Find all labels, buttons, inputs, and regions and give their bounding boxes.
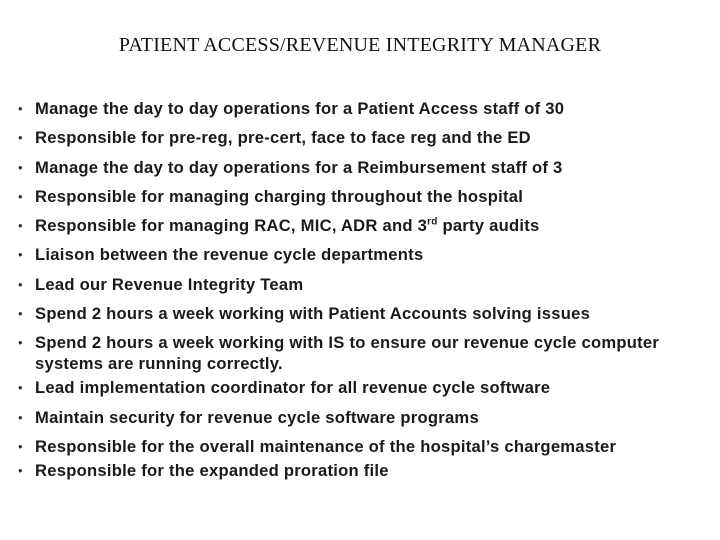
list-item: [18, 332, 708, 374]
list-item-text: Responsible for pre-reg, pre-cert, face to face reg and the ED: [35, 128, 531, 148]
list-item-text: Liaison between the revenue cycle departments: [35, 245, 424, 265]
list-item-text: Spend 2 hours a week working with Patient Accounts solving issues: [35, 304, 591, 324]
list-item-text: Maintain security for revenue cycle software programs: [35, 407, 479, 427]
list-item: [18, 215, 708, 236]
list-item-text: Lead implementation coordinator for all revenue cycle software: [35, 378, 551, 398]
list-item-text: Responsible for the expanded proration file: [35, 460, 389, 480]
list-item-text: Manage the day to day operations for a Reimbursement staff of 3: [35, 157, 563, 177]
bullet-list: [18, 98, 708, 489]
list-item-text: Lead our Revenue Integrity Team: [35, 274, 304, 294]
bullet-icon: •: [18, 409, 23, 425]
list-item-text: [35, 216, 540, 235]
list-item: [18, 274, 708, 295]
slide-title: PATIENT ACCESS/REVENUE INTEGRITY MANAGER: [118, 34, 602, 56]
bullet-icon: •: [18, 462, 23, 478]
bullet-icon: •: [18, 101, 23, 116]
bullet-icon: •: [18, 276, 23, 292]
list-item: [18, 460, 708, 481]
list-item: [18, 186, 708, 207]
bullet-icon: •: [18, 188, 23, 204]
bullet-icon: •: [18, 380, 23, 396]
bullet-icon: •: [18, 438, 23, 454]
list-item: [18, 98, 708, 119]
list-item: [18, 407, 708, 428]
list-item-text: Spend 2 hours a week working with IS to ensure our revenue cycle computer systems are running correctly.: [35, 333, 660, 374]
bullet-icon: •: [18, 306, 23, 322]
list-item: [18, 157, 708, 178]
ordinal-suffix: rd: [427, 216, 438, 228]
list-item-text: Responsible for the overall maintenance of the hospital’s chargemaster: [35, 436, 617, 456]
bullet-icon: •: [18, 218, 23, 234]
list-item: [18, 244, 708, 265]
bullet-icon: •: [18, 130, 23, 146]
audit-text-before: Responsible for managing RAC, MIC, ADR and 3: [35, 216, 428, 236]
list-item-text: Manage the day to day operations for a Patient Access staff of 30: [35, 99, 565, 118]
bullet-icon: •: [18, 159, 23, 175]
bullet-icon: •: [18, 335, 23, 351]
list-item-text: Responsible for managing charging throughout the hospital: [35, 186, 524, 206]
list-item: [18, 436, 708, 457]
list-item: [18, 303, 708, 324]
list-item: [18, 127, 708, 148]
bullet-icon: •: [18, 247, 23, 263]
audit-text-after: party audits: [437, 216, 540, 236]
list-item: [18, 377, 708, 398]
